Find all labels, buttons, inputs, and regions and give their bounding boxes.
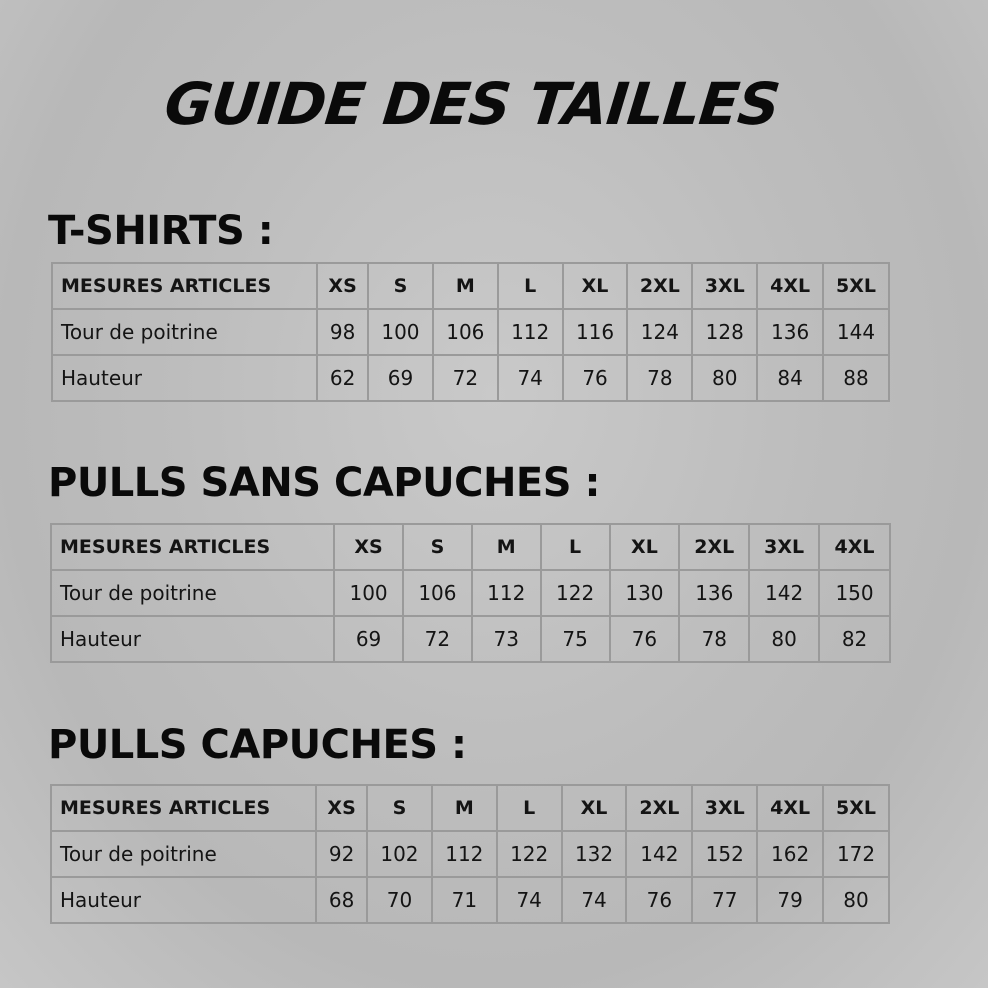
table-cell: 92 [316, 831, 367, 877]
table-cell: 112 [432, 831, 497, 877]
size-header: XL [610, 524, 680, 570]
row-label: Hauteur [51, 877, 316, 923]
table-cell: 152 [692, 831, 757, 877]
table-row [51, 570, 890, 616]
size-table-tshirts [51, 262, 890, 402]
table-cell: 76 [610, 616, 680, 662]
table-cell: 98 [317, 309, 368, 355]
size-header: L [541, 524, 610, 570]
table-cell: 106 [403, 570, 472, 616]
size-header: XL [563, 263, 628, 309]
size-header: 3XL [692, 263, 757, 309]
table-cell: 124 [627, 309, 692, 355]
table-cell: 84 [757, 355, 823, 401]
size-header: L [497, 785, 562, 831]
table-cell: 142 [626, 831, 692, 877]
size-header: M [432, 785, 497, 831]
table-cell: 68 [316, 877, 367, 923]
table-cell: 136 [757, 309, 823, 355]
table-cell: 80 [823, 877, 889, 923]
table-cell: 78 [627, 355, 692, 401]
table-cell: 128 [692, 309, 757, 355]
table-cell: 73 [472, 616, 541, 662]
size-header: M [472, 524, 541, 570]
table-cell: 112 [472, 570, 541, 616]
section-title-tshirts: T-SHIRTS : [48, 208, 274, 254]
table-cell: 76 [563, 355, 628, 401]
row-label: Hauteur [51, 616, 334, 662]
table-cell: 74 [497, 877, 562, 923]
size-header: 4XL [757, 785, 823, 831]
size-header: XS [316, 785, 367, 831]
table-header-row [51, 524, 890, 570]
row-label: Hauteur [52, 355, 317, 401]
section-title-pulls-sans-capuches: PULLS SANS CAPUCHES : [48, 460, 600, 506]
size-header: XS [334, 524, 403, 570]
size-table-pulls-capuches [50, 784, 890, 924]
table-cell: 130 [610, 570, 680, 616]
table-cell: 102 [367, 831, 432, 877]
table-cell: 70 [367, 877, 432, 923]
table-cell: 112 [498, 309, 563, 355]
table-cell: 122 [541, 570, 610, 616]
table-cell: 132 [562, 831, 627, 877]
size-header: 4XL [757, 263, 823, 309]
table-cell: 75 [541, 616, 610, 662]
table-cell: 62 [317, 355, 368, 401]
table-cell: 172 [823, 831, 889, 877]
header-label: MESURES ARTICLES [51, 524, 334, 570]
table-cell: 150 [819, 570, 890, 616]
table-row [51, 831, 889, 877]
size-header: L [498, 263, 563, 309]
size-header: 2XL [626, 785, 692, 831]
table-header-row [52, 263, 889, 309]
table-row [51, 616, 890, 662]
table-cell: 136 [679, 570, 749, 616]
size-header: 5XL [823, 785, 889, 831]
table-cell: 76 [626, 877, 692, 923]
table-cell: 69 [334, 616, 403, 662]
table-cell: 72 [433, 355, 498, 401]
table-row [52, 309, 889, 355]
table-cell: 106 [433, 309, 498, 355]
size-header: S [368, 263, 433, 309]
size-header: M [433, 263, 498, 309]
table-cell: 72 [403, 616, 472, 662]
table-cell: 100 [368, 309, 433, 355]
row-label: Tour de poitrine [52, 309, 317, 355]
header-label: MESURES ARTICLES [51, 785, 316, 831]
size-header: S [367, 785, 432, 831]
table-cell: 162 [757, 831, 823, 877]
table-cell: 77 [692, 877, 757, 923]
table-cell: 142 [749, 570, 819, 616]
page-title: GUIDE DES TAILLES [161, 70, 783, 138]
table-header-row [51, 785, 889, 831]
table-cell: 100 [334, 570, 403, 616]
size-header: XS [317, 263, 368, 309]
size-header: 3XL [692, 785, 757, 831]
size-header: 2XL [679, 524, 749, 570]
size-header: XL [562, 785, 627, 831]
table-cell: 69 [368, 355, 433, 401]
table-cell: 88 [823, 355, 889, 401]
size-table-pulls-sans-capuches [50, 523, 891, 663]
row-label: Tour de poitrine [51, 570, 334, 616]
table-cell: 78 [679, 616, 749, 662]
table-cell: 144 [823, 309, 889, 355]
table-row [51, 877, 889, 923]
table-cell: 74 [498, 355, 563, 401]
size-header: S [403, 524, 472, 570]
section-title-pulls-capuches: PULLS CAPUCHES : [48, 722, 467, 768]
table-cell: 79 [757, 877, 823, 923]
header-label: MESURES ARTICLES [52, 263, 317, 309]
size-header: 2XL [627, 263, 692, 309]
table-cell: 80 [749, 616, 819, 662]
table-cell: 80 [692, 355, 757, 401]
table-cell: 122 [497, 831, 562, 877]
table-cell: 71 [432, 877, 497, 923]
table-row [52, 355, 889, 401]
size-header: 4XL [819, 524, 890, 570]
table-cell: 116 [563, 309, 628, 355]
size-header: 3XL [749, 524, 819, 570]
size-header: 5XL [823, 263, 889, 309]
table-cell: 82 [819, 616, 890, 662]
row-label: Tour de poitrine [51, 831, 316, 877]
table-cell: 74 [562, 877, 627, 923]
